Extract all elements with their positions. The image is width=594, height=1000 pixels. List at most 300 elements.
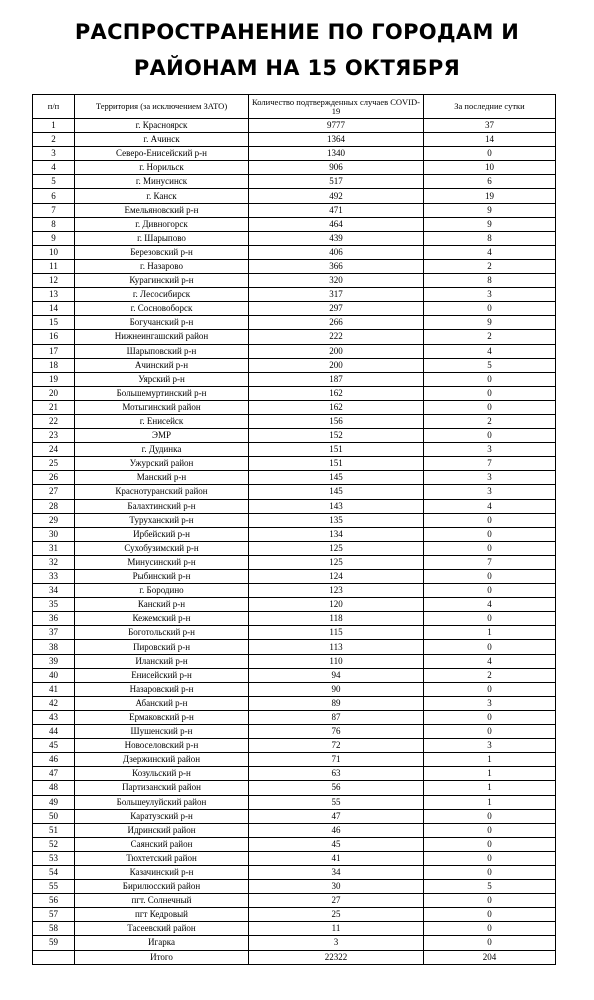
last-day-cases: 0 bbox=[424, 809, 556, 823]
last-day-cases: 0 bbox=[424, 936, 556, 950]
territory-name: Сухобузимский р-н bbox=[75, 541, 249, 555]
last-day-cases: 4 bbox=[424, 245, 556, 259]
row-number: 49 bbox=[33, 795, 75, 809]
table-row bbox=[33, 668, 556, 682]
last-day-cases: 0 bbox=[424, 640, 556, 654]
confirmed-cases: 200 bbox=[249, 358, 424, 372]
territory-name: Иланский р-н bbox=[75, 654, 249, 668]
row-number: 8 bbox=[33, 217, 75, 231]
last-day-cases: 2 bbox=[424, 259, 556, 273]
row-number: 54 bbox=[33, 865, 75, 879]
territory-name: г. Назарово bbox=[75, 259, 249, 273]
confirmed-cases: 41 bbox=[249, 851, 424, 865]
last-day-cases: 1 bbox=[424, 753, 556, 767]
row-number: 42 bbox=[33, 696, 75, 710]
confirmed-cases: 406 bbox=[249, 245, 424, 259]
table-row bbox=[33, 386, 556, 400]
last-day-cases: 0 bbox=[424, 513, 556, 527]
last-day-cases: 4 bbox=[424, 598, 556, 612]
territory-name: г. Дивногорск bbox=[75, 217, 249, 231]
row-number: 56 bbox=[33, 894, 75, 908]
row-number: 47 bbox=[33, 767, 75, 781]
row-number: 2 bbox=[33, 133, 75, 147]
confirmed-cases: 162 bbox=[249, 400, 424, 414]
confirmed-cases: 118 bbox=[249, 612, 424, 626]
confirmed-cases: 156 bbox=[249, 414, 424, 428]
table-row bbox=[33, 499, 556, 513]
territory-name: г. Енисейск bbox=[75, 414, 249, 428]
territory-name: Кежемский р-н bbox=[75, 612, 249, 626]
territory-name: ЭМР bbox=[75, 429, 249, 443]
confirmed-cases: 320 bbox=[249, 274, 424, 288]
confirmed-cases: 46 bbox=[249, 823, 424, 837]
confirmed-cases: 56 bbox=[249, 781, 424, 795]
row-number: 26 bbox=[33, 471, 75, 485]
row-number: 14 bbox=[33, 302, 75, 316]
confirmed-cases: 187 bbox=[249, 372, 424, 386]
table-row bbox=[33, 358, 556, 372]
table-row bbox=[33, 739, 556, 753]
total-label: Итого bbox=[75, 950, 249, 964]
row-number: 30 bbox=[33, 527, 75, 541]
territory-name: Каратузский р-н bbox=[75, 809, 249, 823]
table-row bbox=[33, 640, 556, 654]
territory-name: Мотыгинский район bbox=[75, 400, 249, 414]
territory-name: г. Бородино bbox=[75, 584, 249, 598]
table-row bbox=[33, 696, 556, 710]
confirmed-cases: 87 bbox=[249, 710, 424, 724]
row-number: 51 bbox=[33, 823, 75, 837]
confirmed-cases: 27 bbox=[249, 894, 424, 908]
last-day-cases: 3 bbox=[424, 739, 556, 753]
row-number: 3 bbox=[33, 147, 75, 161]
territory-name: г. Шарыпово bbox=[75, 231, 249, 245]
confirmed-cases: 63 bbox=[249, 767, 424, 781]
last-day-cases: 5 bbox=[424, 358, 556, 372]
confirmed-cases: 34 bbox=[249, 865, 424, 879]
table-row bbox=[33, 541, 556, 555]
last-day-cases: 2 bbox=[424, 414, 556, 428]
table-row bbox=[33, 189, 556, 203]
confirmed-cases: 151 bbox=[249, 443, 424, 457]
table-row bbox=[33, 612, 556, 626]
confirmed-cases: 125 bbox=[249, 555, 424, 569]
row-number: 10 bbox=[33, 245, 75, 259]
territory-name: Краснотуранский район bbox=[75, 485, 249, 499]
confirmed-cases: 94 bbox=[249, 668, 424, 682]
table-row bbox=[33, 823, 556, 837]
last-day-cases: 0 bbox=[424, 682, 556, 696]
confirmed-cases: 143 bbox=[249, 499, 424, 513]
row-number: 19 bbox=[33, 372, 75, 386]
last-day-cases: 3 bbox=[424, 288, 556, 302]
table-row bbox=[33, 175, 556, 189]
table-row bbox=[33, 654, 556, 668]
row-number: 18 bbox=[33, 358, 75, 372]
row-number: 35 bbox=[33, 598, 75, 612]
last-day-cases: 4 bbox=[424, 344, 556, 358]
table-row bbox=[33, 880, 556, 894]
row-number: 24 bbox=[33, 443, 75, 457]
row-number: 52 bbox=[33, 837, 75, 851]
table-row bbox=[33, 245, 556, 259]
territory-name: Тюхтетский район bbox=[75, 851, 249, 865]
table-row bbox=[33, 837, 556, 851]
territory-name: Енисейский р-н bbox=[75, 668, 249, 682]
row-number: 17 bbox=[33, 344, 75, 358]
territory-name: г. Лесосибирск bbox=[75, 288, 249, 302]
confirmed-cases: 9777 bbox=[249, 119, 424, 133]
confirmed-cases: 317 bbox=[249, 288, 424, 302]
row-number: 4 bbox=[33, 161, 75, 175]
territory-name: г. Дудинка bbox=[75, 443, 249, 457]
last-day-cases: 8 bbox=[424, 274, 556, 288]
confirmed-cases: 110 bbox=[249, 654, 424, 668]
last-day-cases: 0 bbox=[424, 922, 556, 936]
table-row bbox=[33, 471, 556, 485]
row-number: 50 bbox=[33, 809, 75, 823]
last-day-cases: 0 bbox=[424, 851, 556, 865]
confirmed-cases: 297 bbox=[249, 302, 424, 316]
row-number: 58 bbox=[33, 922, 75, 936]
confirmed-cases: 162 bbox=[249, 386, 424, 400]
header-territory: Территория (за исключением ЗАТО) bbox=[75, 95, 249, 119]
row-number: 7 bbox=[33, 203, 75, 217]
last-day-cases: 0 bbox=[424, 710, 556, 724]
confirmed-cases: 76 bbox=[249, 725, 424, 739]
table-row bbox=[33, 302, 556, 316]
last-day-cases: 7 bbox=[424, 555, 556, 569]
table-row bbox=[33, 710, 556, 724]
territory-name: г. Норильск bbox=[75, 161, 249, 175]
table-row bbox=[33, 795, 556, 809]
total-confirmed-cases: 22322 bbox=[249, 950, 424, 964]
row-number: 48 bbox=[33, 781, 75, 795]
territory-name: Ирбейский р-н bbox=[75, 527, 249, 541]
confirmed-cases: 471 bbox=[249, 203, 424, 217]
last-day-cases: 19 bbox=[424, 189, 556, 203]
territory-name: Емельяновский р-н bbox=[75, 203, 249, 217]
territory-name: Ачинский р-н bbox=[75, 358, 249, 372]
table-row bbox=[33, 217, 556, 231]
last-day-cases: 0 bbox=[424, 725, 556, 739]
table-row bbox=[33, 894, 556, 908]
confirmed-cases: 120 bbox=[249, 598, 424, 612]
last-day-cases: 0 bbox=[424, 400, 556, 414]
last-day-cases: 10 bbox=[424, 161, 556, 175]
territory-name: Шарыповский р-н bbox=[75, 344, 249, 358]
last-day-cases: 0 bbox=[424, 837, 556, 851]
covid-cases-table bbox=[32, 94, 556, 965]
confirmed-cases: 72 bbox=[249, 739, 424, 753]
territory-name: г. Минусинск bbox=[75, 175, 249, 189]
row-number: 16 bbox=[33, 330, 75, 344]
last-day-cases: 0 bbox=[424, 823, 556, 837]
last-day-cases: 3 bbox=[424, 471, 556, 485]
confirmed-cases: 464 bbox=[249, 217, 424, 231]
table-row bbox=[33, 372, 556, 386]
last-day-cases: 6 bbox=[424, 175, 556, 189]
territory-name: г. Красноярск bbox=[75, 119, 249, 133]
territory-name: Балахтинский р-н bbox=[75, 499, 249, 513]
territory-name: Большеулуйский район bbox=[75, 795, 249, 809]
last-day-cases: 4 bbox=[424, 499, 556, 513]
table-row bbox=[33, 865, 556, 879]
table-row bbox=[33, 513, 556, 527]
last-day-cases: 1 bbox=[424, 626, 556, 640]
territory-name: Рыбинский р-н bbox=[75, 570, 249, 584]
last-day-cases: 0 bbox=[424, 612, 556, 626]
territory-name: г. Ачинск bbox=[75, 133, 249, 147]
confirmed-cases: 55 bbox=[249, 795, 424, 809]
table-row bbox=[33, 682, 556, 696]
row-number: 46 bbox=[33, 753, 75, 767]
table-row bbox=[33, 119, 556, 133]
last-day-cases: 2 bbox=[424, 330, 556, 344]
territory-name: Партизанский район bbox=[75, 781, 249, 795]
table-row bbox=[33, 555, 556, 569]
territory-name: Уярский р-н bbox=[75, 372, 249, 386]
row-number: 41 bbox=[33, 682, 75, 696]
table-row bbox=[33, 274, 556, 288]
territory-name: Шушенский р-н bbox=[75, 725, 249, 739]
confirmed-cases: 517 bbox=[249, 175, 424, 189]
row-number: 40 bbox=[33, 668, 75, 682]
territory-name: Саянский район bbox=[75, 837, 249, 851]
row-number: 53 bbox=[33, 851, 75, 865]
row-number: 37 bbox=[33, 626, 75, 640]
territory-name: Минусинский р-н bbox=[75, 555, 249, 569]
row-number: 6 bbox=[33, 189, 75, 203]
confirmed-cases: 124 bbox=[249, 570, 424, 584]
confirmed-cases: 134 bbox=[249, 527, 424, 541]
header-confirmed-cases: Количество подтвержденных случаев COVID-19 bbox=[249, 95, 424, 119]
territory-name: Казачинский р-н bbox=[75, 865, 249, 879]
last-day-cases: 0 bbox=[424, 147, 556, 161]
row-number: 25 bbox=[33, 457, 75, 471]
confirmed-cases: 125 bbox=[249, 541, 424, 555]
total-last-day: 204 bbox=[424, 950, 556, 964]
confirmed-cases: 30 bbox=[249, 880, 424, 894]
table-row bbox=[33, 414, 556, 428]
confirmed-cases: 123 bbox=[249, 584, 424, 598]
territory-name: Новоселовский р-н bbox=[75, 739, 249, 753]
table-row bbox=[33, 316, 556, 330]
last-day-cases: 14 bbox=[424, 133, 556, 147]
table-row bbox=[33, 161, 556, 175]
row-number: 20 bbox=[33, 386, 75, 400]
row-number: 44 bbox=[33, 725, 75, 739]
table-row bbox=[33, 809, 556, 823]
row-number: 15 bbox=[33, 316, 75, 330]
confirmed-cases: 145 bbox=[249, 471, 424, 485]
territory-name: Козульский р-н bbox=[75, 767, 249, 781]
confirmed-cases: 71 bbox=[249, 753, 424, 767]
row-number: 9 bbox=[33, 231, 75, 245]
last-day-cases: 9 bbox=[424, 316, 556, 330]
table-row bbox=[33, 147, 556, 161]
territory-name: Абанский р-н bbox=[75, 696, 249, 710]
confirmed-cases: 11 bbox=[249, 922, 424, 936]
territory-name: Курагинский р-н bbox=[75, 274, 249, 288]
last-day-cases: 3 bbox=[424, 443, 556, 457]
last-day-cases: 0 bbox=[424, 908, 556, 922]
table-row bbox=[33, 231, 556, 245]
last-day-cases: 1 bbox=[424, 795, 556, 809]
territory-name: Туруханский р-н bbox=[75, 513, 249, 527]
last-day-cases: 0 bbox=[424, 429, 556, 443]
row-number: 36 bbox=[33, 612, 75, 626]
total-number bbox=[33, 950, 75, 964]
confirmed-cases: 25 bbox=[249, 908, 424, 922]
last-day-cases: 0 bbox=[424, 386, 556, 400]
table-row bbox=[33, 767, 556, 781]
confirmed-cases: 152 bbox=[249, 429, 424, 443]
table-row bbox=[33, 584, 556, 598]
row-number: 21 bbox=[33, 400, 75, 414]
table-row bbox=[33, 570, 556, 584]
confirmed-cases: 3 bbox=[249, 936, 424, 950]
last-day-cases: 3 bbox=[424, 485, 556, 499]
row-number: 28 bbox=[33, 499, 75, 513]
table-row bbox=[33, 922, 556, 936]
confirmed-cases: 200 bbox=[249, 344, 424, 358]
territory-name: Боготольский р-н bbox=[75, 626, 249, 640]
territory-name: Пировский р-н bbox=[75, 640, 249, 654]
last-day-cases: 0 bbox=[424, 527, 556, 541]
row-number: 39 bbox=[33, 654, 75, 668]
confirmed-cases: 45 bbox=[249, 837, 424, 851]
last-day-cases: 4 bbox=[424, 654, 556, 668]
territory-name: Дзержинский район bbox=[75, 753, 249, 767]
row-number: 45 bbox=[33, 739, 75, 753]
territory-name: Манский р-н bbox=[75, 471, 249, 485]
last-day-cases: 2 bbox=[424, 668, 556, 682]
table-row bbox=[33, 485, 556, 499]
table-row bbox=[33, 753, 556, 767]
table-row bbox=[33, 133, 556, 147]
table-row bbox=[33, 781, 556, 795]
last-day-cases: 0 bbox=[424, 372, 556, 386]
confirmed-cases: 115 bbox=[249, 626, 424, 640]
table-row bbox=[33, 330, 556, 344]
row-number: 29 bbox=[33, 513, 75, 527]
territory-name: Канский р-н bbox=[75, 598, 249, 612]
territory-name: Богучанский р-н bbox=[75, 316, 249, 330]
row-number: 55 bbox=[33, 880, 75, 894]
territory-name: Ужурский район bbox=[75, 457, 249, 471]
last-day-cases: 37 bbox=[424, 119, 556, 133]
last-day-cases: 9 bbox=[424, 203, 556, 217]
table-row bbox=[33, 288, 556, 302]
last-day-cases: 3 bbox=[424, 696, 556, 710]
table-row bbox=[33, 851, 556, 865]
last-day-cases: 1 bbox=[424, 781, 556, 795]
row-number: 22 bbox=[33, 414, 75, 428]
confirmed-cases: 145 bbox=[249, 485, 424, 499]
table-row bbox=[33, 400, 556, 414]
header-number: п/п bbox=[33, 95, 75, 119]
territory-name: Тасеевский район bbox=[75, 922, 249, 936]
confirmed-cases: 90 bbox=[249, 682, 424, 696]
territory-name: Ермаковский р-н bbox=[75, 710, 249, 724]
table-row bbox=[33, 203, 556, 217]
table-row bbox=[33, 936, 556, 950]
row-number: 23 bbox=[33, 429, 75, 443]
row-number: 32 bbox=[33, 555, 75, 569]
confirmed-cases: 222 bbox=[249, 330, 424, 344]
confirmed-cases: 135 bbox=[249, 513, 424, 527]
confirmed-cases: 47 bbox=[249, 809, 424, 823]
confirmed-cases: 266 bbox=[249, 316, 424, 330]
territory-name: г. Канск bbox=[75, 189, 249, 203]
territory-name: Большемуртинский р-н bbox=[75, 386, 249, 400]
last-day-cases: 0 bbox=[424, 541, 556, 555]
territory-name: Березовский р-н bbox=[75, 245, 249, 259]
row-number: 33 bbox=[33, 570, 75, 584]
territory-name: г. Сосновоборск bbox=[75, 302, 249, 316]
territory-name: Нижнеингашский район bbox=[75, 330, 249, 344]
confirmed-cases: 366 bbox=[249, 259, 424, 273]
last-day-cases: 0 bbox=[424, 894, 556, 908]
row-number: 1 bbox=[33, 119, 75, 133]
table-row bbox=[33, 259, 556, 273]
table-row bbox=[33, 527, 556, 541]
table-row bbox=[33, 626, 556, 640]
row-number: 43 bbox=[33, 710, 75, 724]
table-header-row bbox=[33, 95, 556, 119]
row-number: 59 bbox=[33, 936, 75, 950]
last-day-cases: 8 bbox=[424, 231, 556, 245]
territory-name: Бирилюсский район bbox=[75, 880, 249, 894]
confirmed-cases: 1340 bbox=[249, 147, 424, 161]
row-number: 38 bbox=[33, 640, 75, 654]
row-number: 57 bbox=[33, 908, 75, 922]
total-row bbox=[33, 950, 556, 964]
last-day-cases: 7 bbox=[424, 457, 556, 471]
confirmed-cases: 113 bbox=[249, 640, 424, 654]
confirmed-cases: 89 bbox=[249, 696, 424, 710]
last-day-cases: 1 bbox=[424, 767, 556, 781]
confirmed-cases: 1364 bbox=[249, 133, 424, 147]
confirmed-cases: 906 bbox=[249, 161, 424, 175]
territory-name: пгт. Солнечный bbox=[75, 894, 249, 908]
territory-name: Идринский район bbox=[75, 823, 249, 837]
row-number: 11 bbox=[33, 259, 75, 273]
row-number: 12 bbox=[33, 274, 75, 288]
confirmed-cases: 492 bbox=[249, 189, 424, 203]
table-row bbox=[33, 725, 556, 739]
row-number: 13 bbox=[33, 288, 75, 302]
last-day-cases: 0 bbox=[424, 570, 556, 584]
last-day-cases: 0 bbox=[424, 302, 556, 316]
table-row bbox=[33, 443, 556, 457]
row-number: 5 bbox=[33, 175, 75, 189]
table-row bbox=[33, 429, 556, 443]
last-day-cases: 0 bbox=[424, 584, 556, 598]
confirmed-cases: 439 bbox=[249, 231, 424, 245]
table-row bbox=[33, 344, 556, 358]
row-number: 27 bbox=[33, 485, 75, 499]
table-row bbox=[33, 908, 556, 922]
confirmed-cases: 151 bbox=[249, 457, 424, 471]
last-day-cases: 9 bbox=[424, 217, 556, 231]
table-row bbox=[33, 598, 556, 612]
table-row bbox=[33, 457, 556, 471]
territory-name: Игарка bbox=[75, 936, 249, 950]
page-title-line-1: РАСПРОСТРАНЕНИЕ ПО ГОРОДАМ И bbox=[74, 20, 520, 44]
header-last-day: За последние сутки bbox=[424, 95, 556, 119]
